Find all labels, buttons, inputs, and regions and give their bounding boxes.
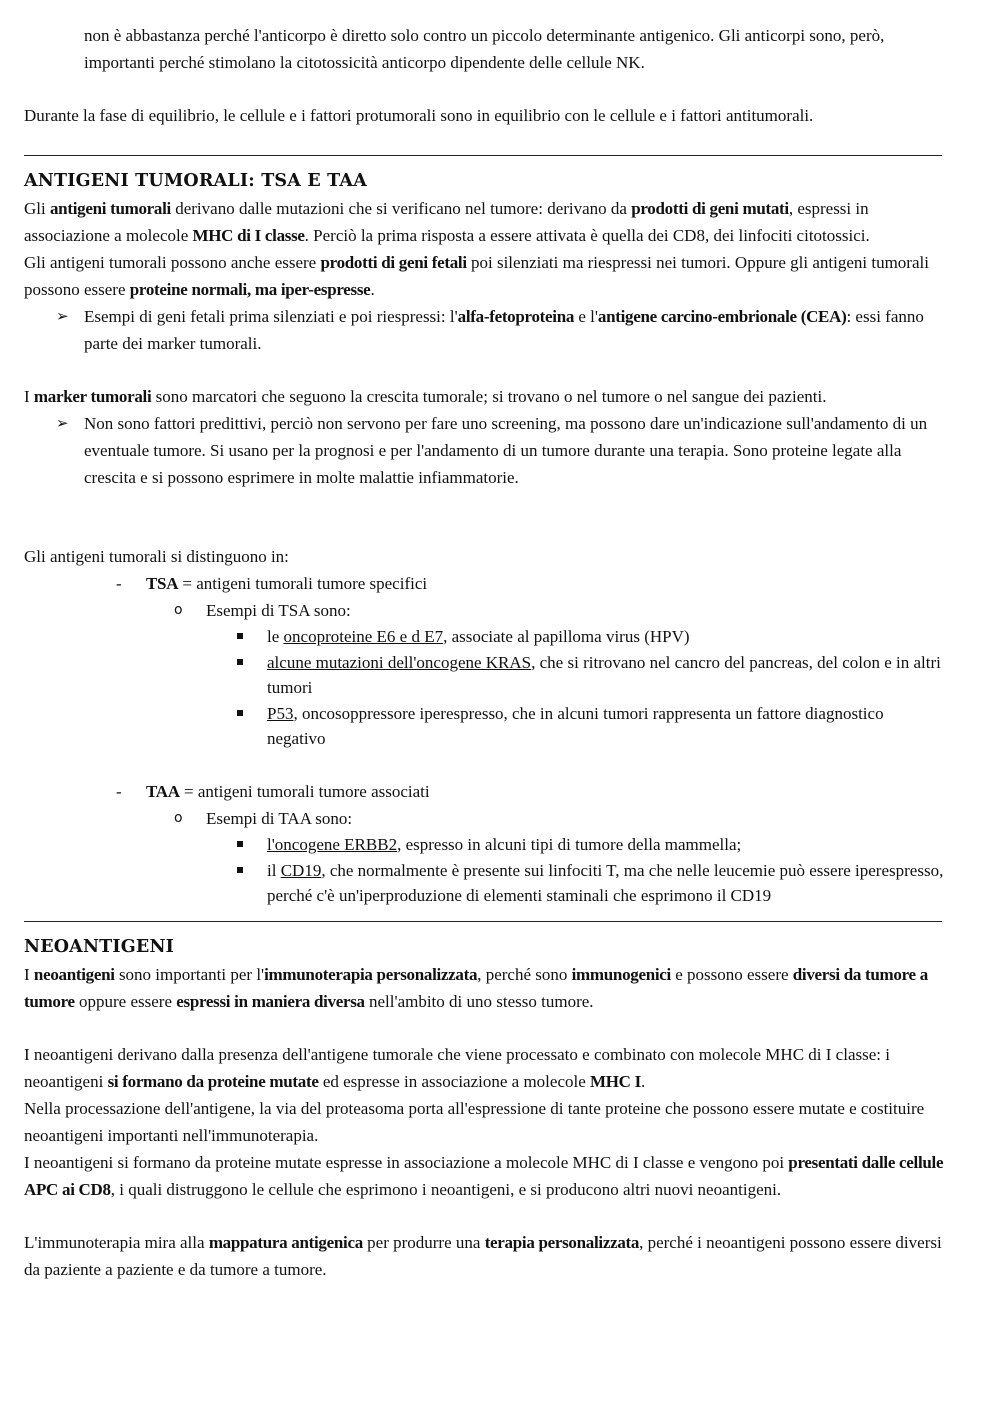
taa-example-erbb2: l'oncogene ERBB2, espresso in alcuni tipi di tumore della mammella; <box>24 832 944 857</box>
tsa-example-p53: P53, oncosoppressore iperespresso, che in alcuni tumori rappresenta un fattore diagnostico negativo <box>24 701 944 751</box>
tumor-antigens-paragraph: Gli antigeni tumorali derivano dalle mutazioni che si verificano nel tumore: derivano da prodotti di geni mutati, espressi in associazione a molecole MHC di I classe. Perciò la prima risposta a essere attivata è quella dei CD8, dei linfociti citotossici. <box>24 199 870 245</box>
tsa-examples-label: o Esempi di TSA sono: <box>174 601 351 620</box>
fetal-genes-bullet: ➢ Esempi di geni fetali prima silenziati e poi riespressi: l'alfa-fetoproteina e l'antigene carcino-embrionale (CEA): essi fanno parte dei marker tumorali. <box>24 303 944 357</box>
tsa-example-e6-e7: le oncoproteine E6 e d E7, associate al papilloma virus (HPV) <box>24 624 944 649</box>
proteasome-paragraph: Nella processazione dell'antigene, la via del proteasoma porta all'espressione di tante proteine che possono essere mutate e costituire neoantigeni importanti nell'immunoterapia. <box>24 1099 925 1145</box>
neoantigens-origin-paragraph: I neoantigeni derivano dalla presenza dell'antigene tumorale che viene processato e combinato con molecole MHC di I classe: i neoantigeni si formano da proteine mutate ed espresse in associazione a molecole MHC I. <box>24 1045 890 1091</box>
taa-example-cd19: il CD19, che normalmente è presente sui linfociti T, ma che nelle leucemie può essere iperespresso, perché c'è un'iperproduzione di elementi staminali che esprimono il CD19 <box>24 858 944 908</box>
equilibrio-paragraph: Durante la fase di equilibrio, le cellule e i fattori protumorali sono in equilibrio con le cellule e i fattori antitumorali. <box>24 106 814 125</box>
distinguish-paragraph: Gli antigeni tumorali si distinguono in: <box>24 547 289 566</box>
arrow-bullet-icon: ➢ <box>56 307 69 325</box>
section-title-tsa-taa: ANTIGENI TUMORALI: TSA E TAA <box>24 171 367 191</box>
tsa-example-kras: alcune mutazioni dell'oncogene KRAS, che si ritrovano nel cancro del pancreas, del colon e in altri tumori <box>24 650 944 700</box>
tumor-markers-paragraph: I marker tumorali sono marcatori che seguono la crescita tumorale; si trovano o nel tumore o nel sangue dei pazienti. <box>24 387 827 406</box>
intro-continuation: non è abbastanza perché l'anticorpo è diretto solo contro un piccolo determinante antigenico. Gli anticorpi sono, però, importanti perché stimolano la citotossicità anticorpo dipendente delle cellule NK. <box>84 26 885 72</box>
arrow-bullet-icon: ➢ <box>56 414 69 432</box>
square-bullet-icon <box>237 841 243 847</box>
fetal-genes-paragraph: Gli antigeni tumorali possono anche essere prodotti di geni fetali poi silenziati ma riespressi nei tumori. Oppure gli antigeni tumorali possono essere proteine normali, ma iper-espresse. <box>24 253 929 299</box>
tsa-item: - TSA = antigeni tumorali tumore specifici <box>116 574 428 593</box>
apc-cd8-paragraph: I neoantigeni si formano da proteine mutate espresse in associazione a molecole MHC di I classe e vengono poi presentati dalle cellule APC ai CD8, i quali distruggono le cellule che esprimono i neoantigeni, e si producono altri nuovi neoantigeni. <box>24 1153 944 1199</box>
square-bullet-icon <box>237 633 243 639</box>
square-bullet-icon <box>237 659 243 665</box>
immunotherapy-paragraph: L'immunoterapia mira alla mappatura antigenica per produrre una terapia personalizzata, perché i neoantigeni possono essere diversi da paziente a paziente e da tumore a tumore. <box>24 1233 942 1279</box>
taa-examples-label: o Esempi di TAA sono: <box>174 809 353 828</box>
taa-item: - TAA = antigeni tumorali tumore associati <box>116 782 430 801</box>
section-title-neoantigeni: NEOANTIGENI <box>24 937 175 957</box>
document-page <box>24 22 944 1283</box>
square-bullet-icon <box>237 867 243 873</box>
square-bullet-icon <box>237 710 243 716</box>
neoantigens-intro-paragraph: I neoantigeni sono importanti per l'immunoterapia personalizzata, perché sono immunogenici e possono essere diversi da tumore a tumore oppure essere espressi in maniera diversa nell'ambito di uno stesso tumore. <box>24 965 928 1011</box>
tumor-markers-bullet: ➢ Non sono fattori predittivi, perciò non servono per fare uno screening, ma possono dare un'indicazione sull'andamento di un eventuale tumore. Si usano per la prognosi e per l'andamento di un tumore durante una terapia. Sono proteine legate alla crescita e si possono esprimere in molte malattie infiammatorie. <box>24 410 944 491</box>
